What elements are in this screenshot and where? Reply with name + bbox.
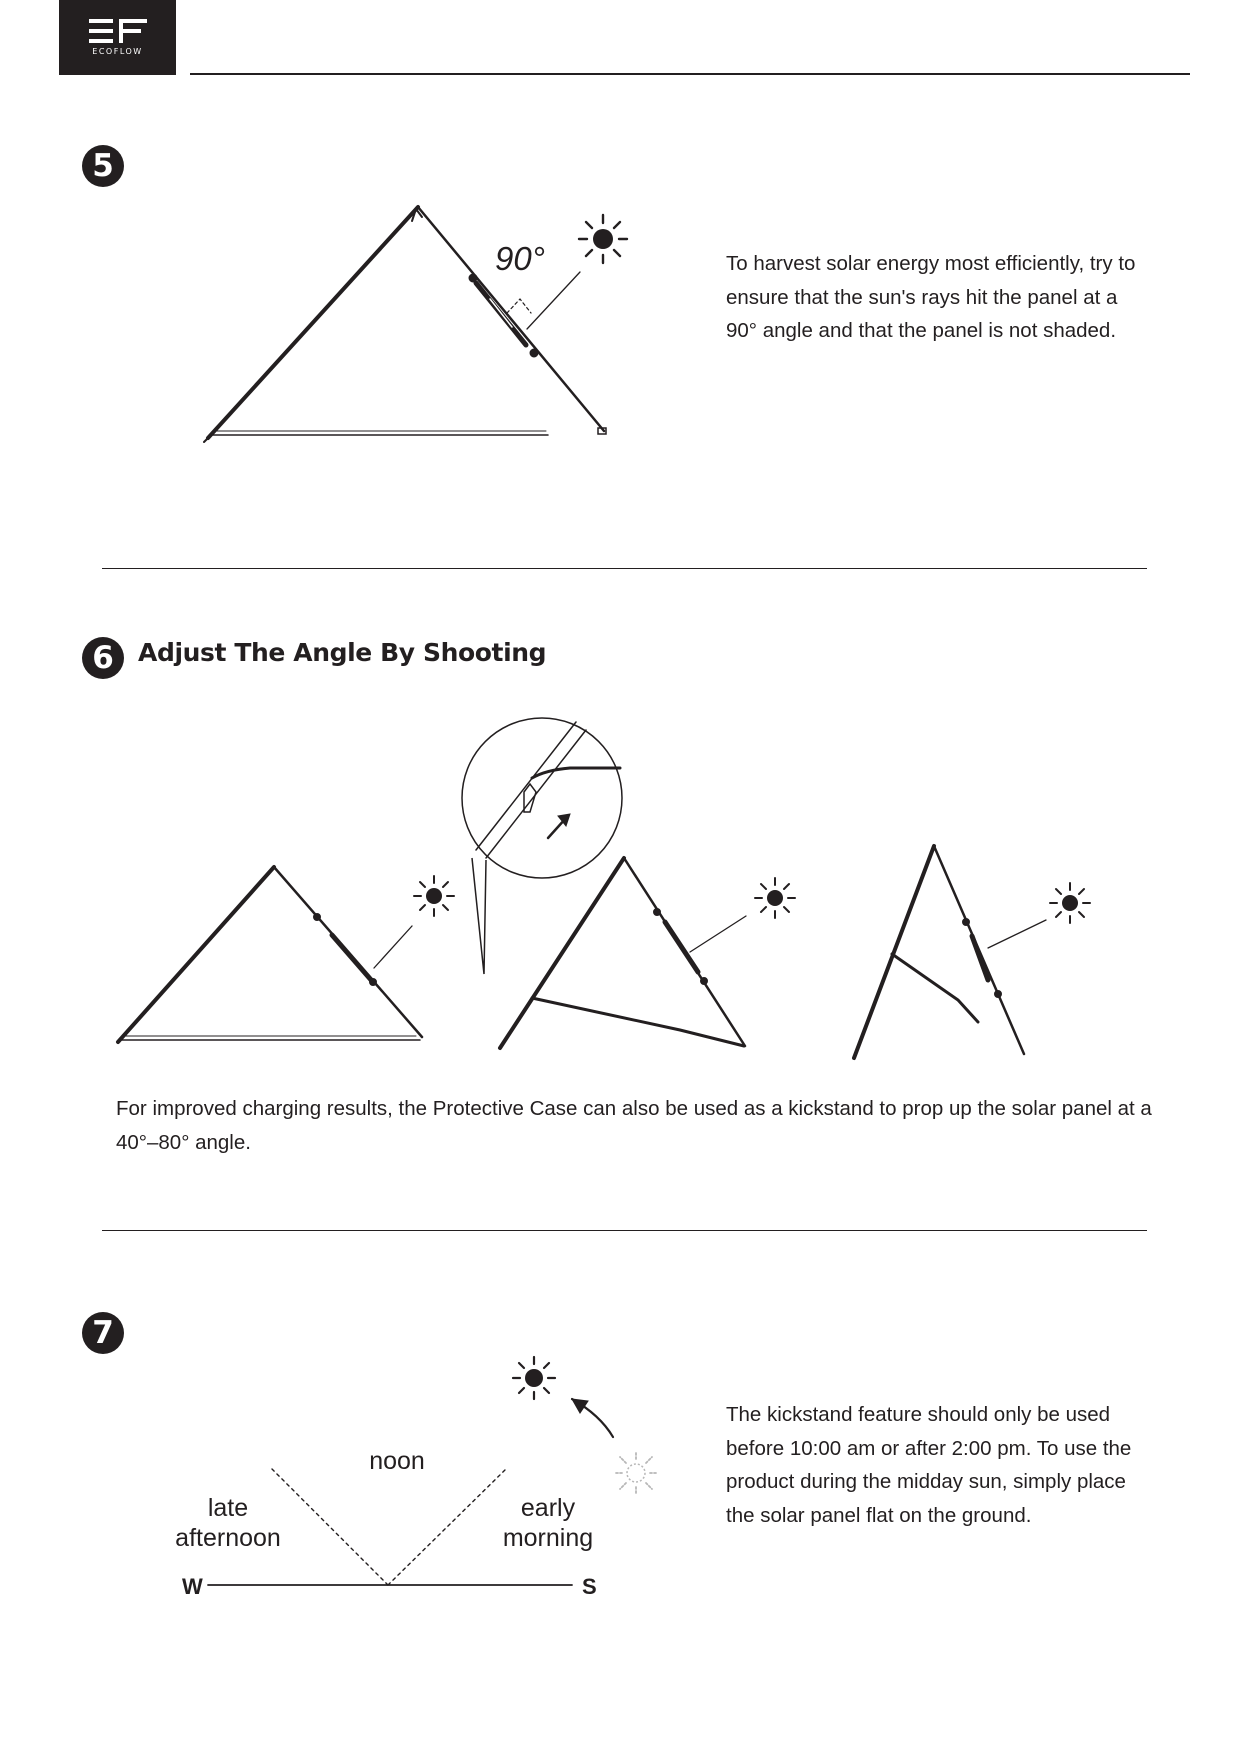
step-7-badge: 7: [82, 1312, 124, 1354]
step-6-text: For improved charging results, the Protective Case can also be used as a kickstand to prop up the solar panel at a 40°–80° angle.: [116, 1097, 1152, 1154]
late-label: late: [207, 1494, 249, 1522]
afternoon-label: afternoon: [175, 1524, 281, 1552]
sun-icon: [1050, 883, 1090, 923]
west-label: W: [182, 1574, 203, 1599]
step-6-diagrams: [100, 700, 1140, 1080]
south-label: S: [582, 1574, 597, 1599]
sun-icon: [755, 878, 795, 918]
step-7-text: The kickstand feature should only be used before 10:00 am or after 2:00 pm. To use the product during the midday sun, simply place the solar panel flat on the ground.: [726, 1403, 1132, 1527]
divider-1: [102, 568, 1147, 569]
ecoflow-logo: [59, 0, 176, 75]
step-5-badge: 5: [82, 145, 124, 187]
kickstand-low-angle-figure: [118, 867, 422, 1042]
faded-sun-icon: [614, 1451, 658, 1495]
sun-icon: [579, 215, 627, 263]
step-6-badge: 6: [82, 637, 124, 679]
angle-90-label: 90°: [495, 240, 545, 277]
ecoflow-logo-icon: [59, 0, 176, 75]
header-rule: [190, 73, 1190, 75]
kickstand-medium-angle-figure: [500, 858, 746, 1048]
kickstand-high-angle-figure: [854, 846, 1046, 1058]
sun-icon: [414, 876, 454, 916]
sun-icon: [513, 1357, 555, 1399]
step-5-diagram: [190, 195, 650, 445]
magnifier-callout-icon: [462, 718, 622, 974]
morning-label: morning: [502, 1524, 594, 1552]
early-label: early: [520, 1494, 576, 1522]
step-7-sun-path-diagram: [160, 1345, 680, 1610]
step-5-text: To harvest solar energy most efficiently, try to ensure that the sun's rays hit the panel at a 90° angle and that the panel is not shaded.: [726, 252, 1136, 342]
step-6-title: Adjust The Angle By Shooting: [138, 638, 547, 667]
brand-wordmark: ECOFLOW: [92, 47, 143, 56]
noon-label: noon: [369, 1447, 425, 1475]
divider-2: [102, 1230, 1147, 1231]
